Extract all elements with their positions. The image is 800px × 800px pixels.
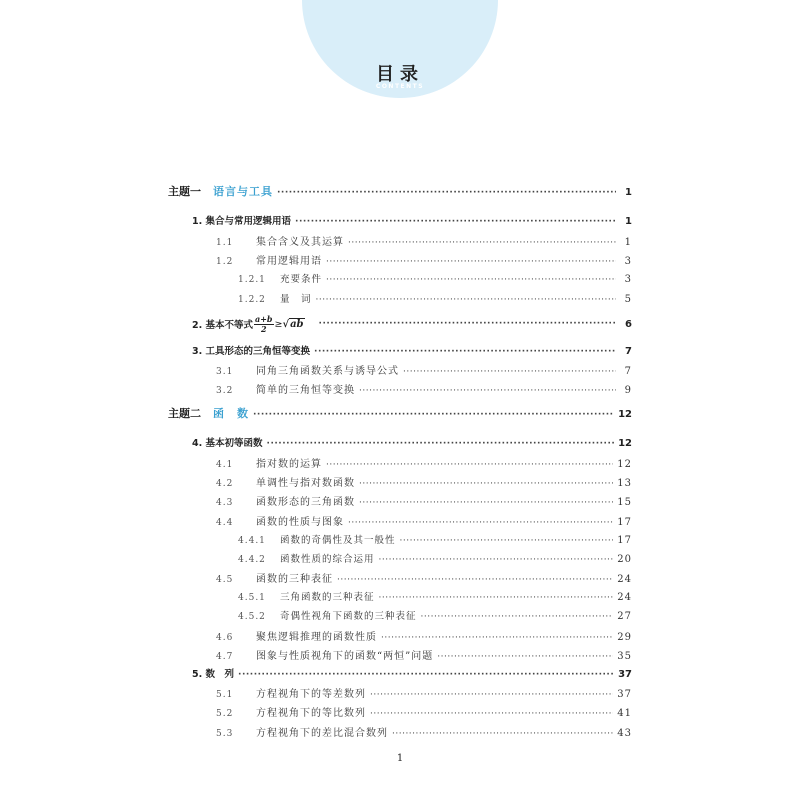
page-number: 6 [625,318,632,330]
leader-dots [326,460,613,470]
page-number: 24 [617,592,632,603]
toc-theme-1[interactable] [168,183,632,199]
leader-dots [295,217,616,227]
theme-label: 主题一 [168,185,201,198]
section-number: 1.1 [216,238,234,248]
leader-dots [379,593,614,603]
toc-subsection-4-4-1[interactable] [238,532,632,548]
leader-dots [238,670,614,680]
section-title: 方程视角下的等比数列 [256,708,366,719]
page-number: 1 [624,237,632,248]
toc-subsection-4-4-2[interactable] [238,551,632,567]
page-number: 1 [625,216,632,227]
section-title: 聚焦逻辑推理的函数性质 [256,632,377,643]
toc-subsection-4-5-1[interactable] [238,589,632,605]
section-number: 4.2 [216,479,234,489]
section-number: 5.2 [216,709,234,719]
section-title: 集合含义及其运算 [256,237,344,248]
toc-subsection-4-5-2[interactable] [238,608,632,624]
page-number: 3 [624,274,632,285]
subsection-number: 4.4.2 [238,555,266,565]
leader-dots [337,575,613,585]
toc-chapter-2[interactable] [192,313,632,335]
leader-dots [319,319,616,329]
subsection-title: 充要条件 [280,274,323,285]
toc-section-3-1[interactable] [216,362,632,378]
leader-dots [326,275,616,285]
page-number: 9 [624,385,632,396]
section-number: 4.1 [216,460,234,470]
chapter-title: 4. 基本初等函数 [192,438,263,449]
theme-title: 语言与工具 [213,185,273,198]
page-number: 7 [624,366,632,377]
toc-section-5-3[interactable] [216,724,632,740]
leader-dots [359,479,613,489]
leader-dots [370,690,613,700]
toc-subsection-1-2-2[interactable] [238,291,632,307]
subsection-number: 4.5.2 [238,612,266,622]
page-title: 目录 [376,64,424,85]
toc-theme-2[interactable] [168,405,632,421]
section-title: 单调性与指对数函数 [256,478,355,489]
chapter-title: 1. 集合与常用逻辑用语 [192,216,292,227]
leader-dots [379,555,614,565]
leader-dots [359,498,613,508]
page-number: 12 [618,409,632,420]
formula-operator: ≥ [274,318,283,330]
formula-sqrt: √ab [282,318,304,330]
page-number: 43 [617,728,632,739]
page-number: 27 [617,611,632,622]
leader-dots [381,633,613,643]
leader-dots [348,238,616,248]
page-number: 17 [617,535,632,546]
subsection-title: 奇偶性视角下函数的三种表征 [280,611,417,622]
page-number: 1 [625,187,632,198]
toc-section-4-5[interactable] [216,570,632,586]
chapter-title: 2. 基本不等式 [192,320,254,331]
leader-dots [267,439,615,449]
section-number: 1.2 [216,257,234,267]
leader-dots [437,652,613,662]
section-title: 简单的三角恒等变换 [256,385,355,396]
formula-fraction [254,315,273,334]
section-title: 函数的性质与图象 [256,517,344,528]
page-number: 13 [617,478,632,489]
sqrt-radicand: ab [290,318,304,330]
section-title: 函数形态的三角函数 [256,497,355,508]
toc-section-4-6[interactable] [216,628,632,644]
section-number: 4.4 [216,518,234,528]
leader-dots [370,709,613,719]
toc-section-4-7[interactable] [216,647,632,663]
toc-section-1-2[interactable] [216,252,632,268]
section-title: 方程视角下的等差数列 [256,689,366,700]
subsection-number: 1.2.2 [238,295,266,305]
toc-section-5-2[interactable] [216,704,632,720]
section-number: 4.5 [216,575,234,585]
toc-section-5-1[interactable] [216,685,632,701]
section-number: 4.6 [216,633,234,643]
leader-dots [348,518,613,528]
page-number: 5 [624,294,632,305]
page-number: 15 [617,497,632,508]
chapter-title: 5. 数 列 [192,669,235,680]
section-number: 4.3 [216,498,234,508]
toc-subsection-1-2-1[interactable] [238,271,632,287]
subsection-number: 4.4.1 [238,536,266,546]
subsection-title: 三角函数的三种表征 [280,592,375,603]
toc-chapter-1[interactable] [192,213,632,229]
subsection-number: 1.2.1 [238,275,266,285]
page-number: 41 [617,708,632,719]
footer-page-number: 1 [396,753,404,764]
chapter-title: 3. 工具形态的三角恒等变换 [192,346,311,357]
page-number: 35 [617,651,632,662]
leader-dots [392,729,613,739]
subsection-title: 函数的奇偶性及其一般性 [280,535,396,546]
fraction-denominator: 2 [260,323,267,334]
leader-dots [359,386,616,396]
section-number: 5.1 [216,690,234,700]
toc-chapter-4[interactable] [192,435,632,451]
toc-section-1-1[interactable] [216,233,632,249]
toc-section-4-2[interactable] [216,474,632,490]
page-number: 20 [617,554,632,565]
section-title: 指对数的运算 [256,459,322,470]
section-number: 3.2 [216,386,234,396]
toc-chapter-3[interactable] [192,343,632,359]
section-title: 图象与性质视角下的函数“两恒”问题 [256,651,434,662]
page-number: 12 [618,438,632,449]
section-title: 方程视角下的差比混合数列 [256,728,388,739]
page-number: 3 [624,256,632,267]
page-number: 37 [618,669,632,680]
theme-label: 主题二 [168,407,201,420]
toc-section-4-4[interactable] [216,513,632,529]
section-number: 5.3 [216,729,234,739]
fraction-numerator: a+b [255,313,273,324]
section-number: 3.1 [216,367,234,377]
theme-title: 函 数 [213,407,249,420]
page-number: 24 [617,574,632,585]
leader-dots [316,295,616,305]
toc-section-4-3[interactable] [216,493,632,509]
section-title: 函数的三种表征 [256,574,333,585]
leader-dots [421,612,614,622]
toc-chapter-5[interactable] [192,666,632,682]
section-title: 同角三角函数关系与诱导公式 [256,366,399,377]
leader-dots [314,347,616,357]
page-number: 37 [617,689,632,700]
leader-dots [277,188,616,198]
section-title: 常用逻辑用语 [256,256,322,267]
page-number: 7 [625,346,632,357]
toc-section-4-1[interactable] [216,455,632,471]
leader-dots [400,536,614,546]
page-number: 17 [617,517,632,528]
subsection-title: 量 词 [280,294,312,305]
toc-section-3-2[interactable] [216,381,632,397]
subsection-number: 4.5.1 [238,593,266,603]
section-number: 4.7 [216,652,234,662]
leader-dots [253,410,614,420]
subsection-title: 函数性质的综合运用 [280,554,375,565]
page-subtitle: CONTENTS [375,83,425,90]
page-number: 29 [617,632,632,643]
leader-dots [403,367,616,377]
page-number: 12 [617,459,632,470]
leader-dots [326,257,616,267]
